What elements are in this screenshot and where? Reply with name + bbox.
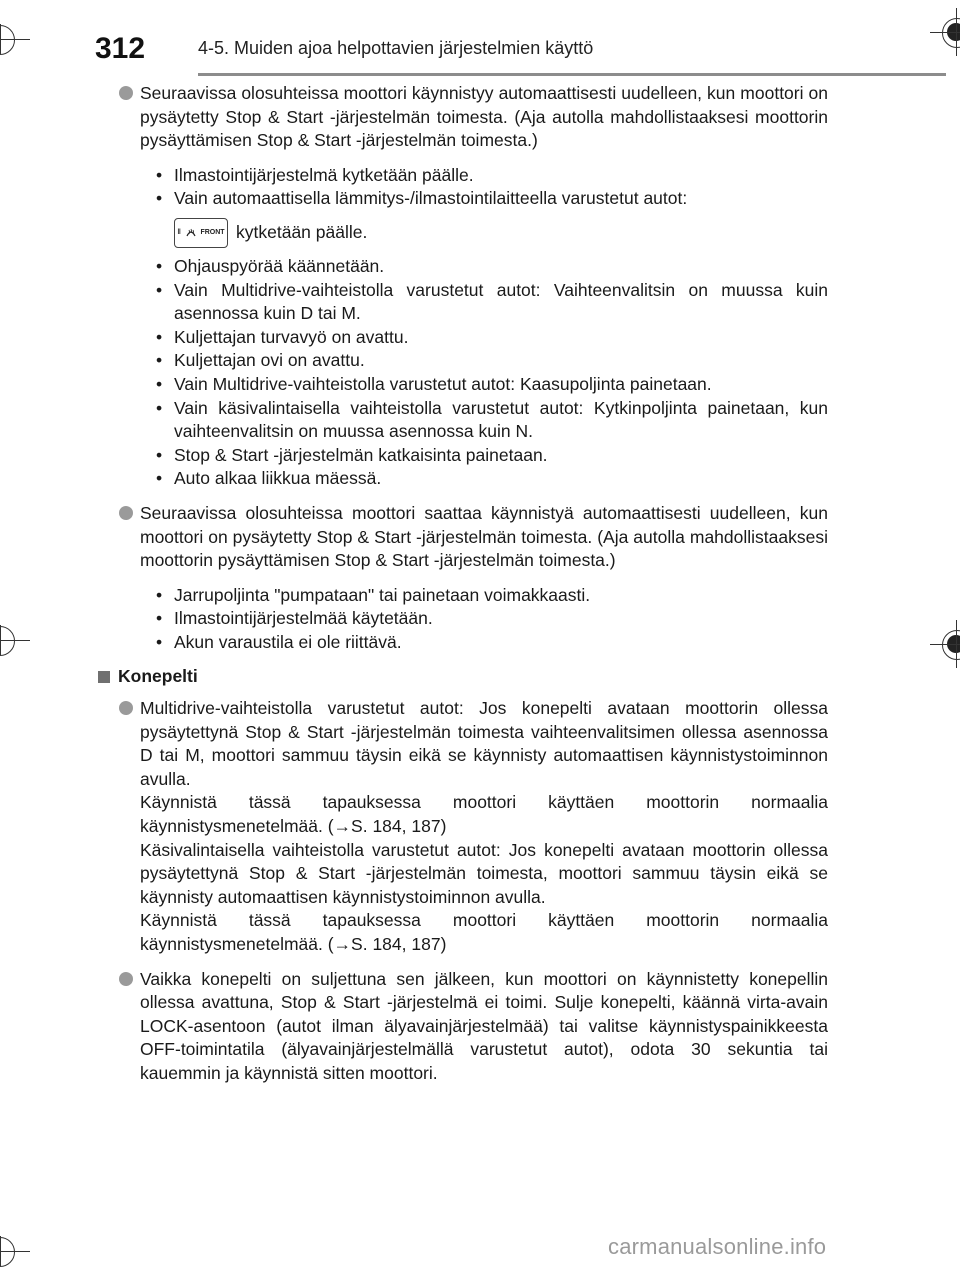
crop-mark-mid-left (0, 625, 30, 655)
hood-paragraph-2 (118, 968, 828, 1086)
defogger-icon (186, 228, 196, 237)
bullet-icon (119, 701, 133, 715)
paragraph-text: Vaikka konepelti on suljettuna sen jälkeen, kun moottori on käynnistetty konepellin ollessa avattuna, Stop & Start -järjestelmä ei toimi. Sulje konepelti, käännä virta-avain LOCK-asentoon (autot ilman älyavainjärjestelmää) tai valitse käynnistyspainikkeesta OFF-toimintatila (älyavainjärjestelmällä varustetut autot), odota 30 sekuntia tai kauemmin ja käynnistä sitten moottori. (140, 968, 828, 1083)
list-item: • Vain Multidrive-vaihteistolla varustetut autot: Vaihteenvalitsin on muussa kuin asennossa kuin D tai M. (156, 279, 828, 326)
list-item: • Kuljettajan ovi on avattu. (156, 349, 828, 373)
list-item: • Ilmastointijärjestelmä kytketään päälle. (156, 164, 828, 188)
list-item: • Akun varaustila ei ole riittävä. (156, 631, 828, 655)
possible-restart-list (118, 584, 828, 655)
restart-conditions-paragraph (118, 82, 828, 153)
list-item: • Vain Multidrive-vaihteistolla varustetut autot: Kaasupoljinta painetaan. (156, 373, 828, 397)
paragraph-line: Multidrive-vaihteistolla varustetut autot: Jos konepelti avataan moottorin ollessa pysäytettynä Stop & Start -järjestelmän toimesta vaihteenvalitsimen ollessa asennossa D tai M, moottori sammuu täysin eikä se käynnisty automaattisen käynnistystoiminnon avulla. (140, 698, 828, 789)
chapter-title: 4-5. Muiden ajoa helpottavien järjestelmien käyttö (198, 38, 594, 58)
bullet-icon (119, 972, 133, 986)
icon-line-text: kytketään päälle. (236, 222, 368, 243)
page-header (95, 30, 950, 74)
list-item: • Auto alkaa liikkua mäessä. (156, 467, 828, 491)
paragraph-line: Käynnistä tässä tapauksessa moottori käyttäen moottorin normaalia käynnistysmenetelmää. (→S. 184, 187) (140, 792, 828, 837)
page-content (118, 82, 828, 1097)
page-number: 312 (95, 32, 146, 65)
list-item: • Stop & Start -järjestelmän katkaisinta painetaan. (156, 444, 828, 468)
list-item: • Ilmastointijärjestelmää käytetään. (156, 607, 828, 631)
crop-mark-mid-right (930, 620, 960, 670)
header-rule (198, 73, 946, 76)
list-item: • Ohjauspyörää käännetään. (156, 255, 828, 279)
hood-paragraph-1 (118, 697, 828, 957)
square-bullet-icon (98, 671, 110, 683)
possible-restart-paragraph (118, 502, 828, 573)
list-item (156, 187, 828, 255)
crop-mark-top-left (0, 24, 30, 54)
list-item-text: Vain automaattisella lämmitys-/ilmastointilaitteella varustetut autot: (174, 188, 688, 209)
crop-mark-bottom-left (0, 1236, 30, 1266)
paragraph-line: Käynnistä tässä tapauksessa moottori käyttäen moottorin normaalia käynnistysmenetelmää. (→S. 184, 187) (140, 910, 828, 954)
bullet-icon (119, 86, 133, 100)
list-item: • Vain käsivalintaisella vaihteistolla varustetut autot: Kytkinpoljinta painetaan, kun vaihteenvalitsin on muussa asennossa kuin N. (156, 397, 828, 444)
button-bar-icon: ‖ (177, 229, 181, 237)
paragraph-text: Seuraavissa olosuhteissa moottori käynnistyy automaattisesti uudelleen, kun moottori on pysäytetty Stop & Start -järjestelmän toimesta. (Aja autolla mahdollistaaksesi moottorin pysäyttämisen Stop & Start -järjestelmän toimesta.) (140, 83, 828, 151)
section-title: Konepelti (118, 666, 198, 687)
paragraph-text: Seuraavissa olosuhteissa moottori saattaa käynnistyä automaattisesti uudelleen, kun moottori on pysäytetty Stop & Start -järjestelmän toimesta. (Aja autolla mahdollistaaksesi moottorin pysäyttämisen Stop & Start -järjestelmän toimesta.) (140, 502, 828, 571)
list-item: • Kuljettajan turvavyö on avattu. (156, 326, 828, 350)
front-defogger-button-icon (174, 218, 228, 248)
front-label: FRONT (200, 229, 225, 237)
section-heading (98, 665, 808, 689)
paragraph-line: Käsivalintaisella vaihteistolla varustetut autot: Jos konepelti avataan moottorin ollessa pysäytettynä Stop & Start -järjestelmän toimesta, moottori sammuu täysin eikä se käynnisty automaattisen käynnistystoiminnon avulla. (140, 839, 828, 907)
restart-conditions-list (118, 164, 828, 491)
watermark: carmanualsonline.info (608, 1234, 827, 1259)
list-item: • Jarrupoljinta "pumpataan" tai painetaan voimakkaasti. (156, 584, 828, 608)
front-defogger-line (174, 211, 828, 255)
bullet-icon (119, 506, 133, 520)
